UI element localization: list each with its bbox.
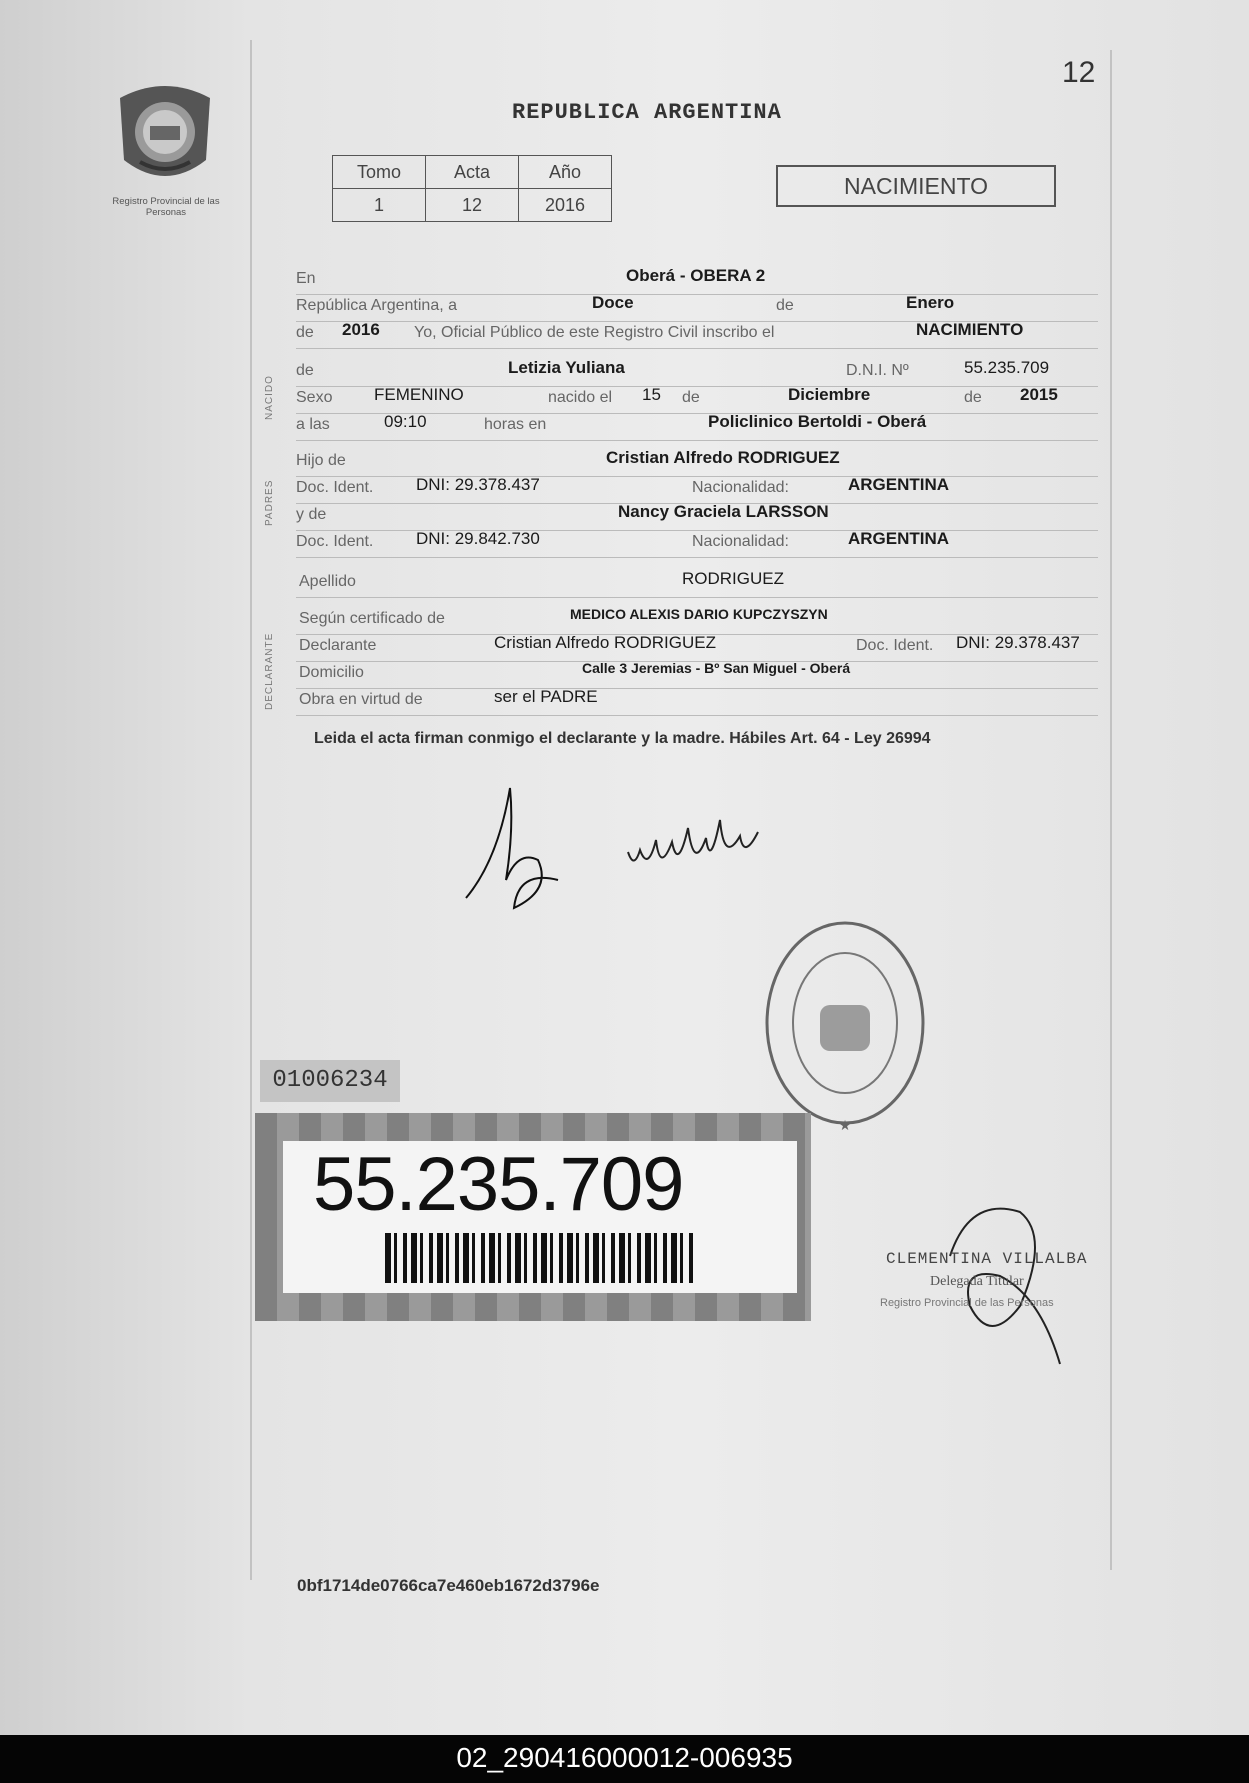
observation-note: Leida el acta firman conmigo el declarante y la madre. Hábiles Art. 64 - Ley 26994	[314, 730, 931, 747]
sexo-label: Sexo	[296, 389, 333, 406]
document-hash: 0bf1714de0766ca7e460eb1672d3796e	[297, 1576, 600, 1595]
padre-dni-value: DNI: 29.378.437	[416, 475, 540, 494]
doc-label-2: Doc. Ident.	[296, 533, 374, 550]
page-number: 12	[1062, 56, 1096, 89]
tomo-header: Tomo	[333, 156, 426, 189]
row-declarante	[296, 633, 1098, 662]
record-metadata-table	[332, 155, 612, 222]
nac-mes-value: Diciembre	[788, 385, 871, 404]
doc-label-1: Doc. Ident.	[296, 479, 374, 496]
nacionalidad-label-1: Nacionalidad:	[692, 479, 789, 496]
row-inscripcion	[296, 320, 1098, 349]
signatures-image	[458, 780, 778, 910]
row-padre-doc	[296, 475, 1098, 504]
country-title: REPUBLICA ARGENTINA	[512, 100, 782, 125]
yde-label: y de	[296, 506, 327, 523]
anio-value-row: 2016	[342, 320, 380, 339]
apellido-label: Apellido	[299, 573, 356, 590]
row-fecha	[296, 293, 1098, 322]
de-label-1: de	[776, 297, 794, 314]
official-registry: Registro Provincial de las Personas	[880, 1297, 1054, 1309]
serial-number: 01006234	[260, 1060, 400, 1102]
oficial-text: Yo, Oficial Público de este Registro Civil inscribo el	[414, 324, 775, 341]
registry-logo-icon	[110, 80, 220, 190]
madre-dni-value: DNI: 29.842.730	[416, 529, 540, 548]
horas-label: horas en	[484, 416, 547, 433]
de-label-3: de	[296, 362, 314, 379]
obra-label: Obra en virtud de	[299, 691, 423, 708]
official-title: Delegada Titular	[930, 1274, 1024, 1289]
acta-value: 12	[426, 189, 519, 222]
row-padre	[296, 448, 1098, 477]
hijo-label: Hijo de	[296, 452, 346, 469]
document-type-box: NACIMIENTO	[776, 165, 1056, 207]
madre-nacionalidad: ARGENTINA	[848, 529, 950, 548]
dni-label: D.N.I. Nº	[846, 362, 909, 379]
section-label-nacido: NACIDO	[264, 375, 275, 420]
section-label-declarante: DECLARANTE	[264, 632, 275, 710]
dni-value: 55.235.709	[964, 358, 1050, 377]
doc-label-3: Doc. Ident.	[856, 637, 934, 654]
anio-header: Año	[519, 156, 612, 189]
alas-label: a las	[296, 416, 330, 433]
madre-value: Nancy Graciela LARSSON	[618, 502, 829, 521]
lugar-value: Policlinico Bertoldi - Oberá	[708, 412, 927, 431]
sticker-number: 55.235.709	[313, 1142, 684, 1227]
nombre-value: Letizia Yuliana	[508, 358, 625, 377]
domicilio-value: Calle 3 Jeremias - Bº San Miguel - Oberá	[582, 660, 851, 676]
en-label: En	[296, 270, 316, 287]
right-margin-line	[1110, 50, 1112, 1570]
registry-name: Registro Provincial de las Personas	[112, 196, 220, 218]
declarante-value: Cristian Alfredo RODRIGUEZ	[494, 633, 716, 652]
tomo-value: 1	[333, 189, 426, 222]
de-label-2: de	[296, 324, 314, 341]
row-hora	[296, 412, 1098, 441]
declarante-label: Declarante	[299, 637, 377, 654]
mes-value: Enero	[906, 293, 955, 312]
official-seal-icon	[760, 915, 930, 1135]
row-certificado	[296, 606, 1098, 635]
inscripcion-value: NACIMIENTO	[916, 320, 1024, 339]
footer-id: 02_290416000012-006935	[0, 1735, 1249, 1783]
left-margin-line	[250, 40, 252, 1580]
acta-header: Acta	[426, 156, 519, 189]
obra-value: ser el PADRE	[494, 687, 598, 706]
row-apellido	[296, 569, 1098, 598]
nac-anio-value: 2015	[1020, 385, 1058, 404]
official-name: CLEMENTINA VILLALBA	[886, 1250, 1088, 1268]
padre-value: Cristian Alfredo RODRIGUEZ	[606, 448, 840, 467]
en-value: Oberá - OBERA 2	[626, 266, 766, 285]
certificado-value: MEDICO ALEXIS DARIO KUPCZYSZYN	[570, 606, 828, 622]
row-madre-doc	[296, 529, 1098, 558]
barcode-icon	[385, 1233, 695, 1283]
row-madre	[296, 502, 1098, 531]
svg-text:★: ★	[838, 1117, 852, 1133]
declarante-dni-value: DNI: 29.378.437	[956, 633, 1080, 652]
cert-label: Según certificado de	[299, 610, 445, 627]
nac-dia-value: 15	[642, 385, 661, 404]
dia-value: Doce	[592, 293, 634, 312]
dni-sticker	[255, 1113, 811, 1321]
hora-value: 09:10	[384, 412, 427, 431]
anio-value: 2016	[519, 189, 612, 222]
rep-label: República Argentina, a	[296, 297, 457, 314]
row-domicilio	[296, 660, 1098, 689]
apellido-value: RODRIGUEZ	[682, 569, 784, 588]
padre-nacionalidad: ARGENTINA	[848, 475, 950, 494]
row-sexo	[296, 385, 1098, 414]
row-obra	[296, 687, 1098, 716]
row-en	[296, 266, 1098, 295]
row-nombre	[296, 358, 1098, 387]
sexo-value: FEMENINO	[374, 385, 464, 404]
de-label-5: de	[964, 389, 982, 406]
domicilio-label: Domicilio	[299, 664, 364, 681]
de-label-4: de	[682, 389, 700, 406]
section-label-padres: PADRES	[264, 479, 275, 526]
sticker-label	[283, 1141, 797, 1293]
nacido-label: nacido el	[548, 389, 613, 406]
nacionalidad-label-2: Nacionalidad:	[692, 533, 789, 550]
